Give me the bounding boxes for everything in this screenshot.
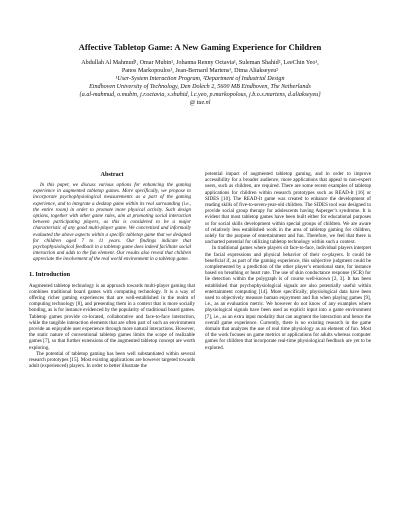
author-block <box>29 59 371 108</box>
abstract-text: In this paper, we discuss various options for enhancing the gaming experience in augmented tabletop games. More specifically, we propose to incorporate psychophysiological measurements as a part of the gaming experience, and to integrate a desktop game within its real surrounding (i.e., the entire room) in order to promote more physical activity. Such design options, together with other game rules, aim at promoting social interaction between participating players, as this is considered to be a major characteristic of any good multi-player game. We concretized and informally evaluated the above aspects within a specific tabletop game that we designed for children aged 7 to 11 years. Our findings indicate that psychophysiological feedback in a tabletop game does indeed facilitate social interaction and adds to the fun element. Our results also reveal that children appreciate the involvement of the real world environment in a tabletop game. <box>33 182 191 263</box>
intro-paragraph: Augmented tabletop technology is an approach towards multi-player gaming that combines traditional board games with computing technology. It is a way of offering richer gaming experiences that are well-established in the realm of computing technology [8], and presenting them in a context that is more socially bonding, as is for instance evidenced by the popularity of traditional board games. Tabletop games provide co-located, collaborative and face-to-face interaction, while the tangible interaction elements that are often part of such an environment provide an enjoyable user experience through more natural interactions. However, the static nature of conventional tabletop games limits the scope of realizable games [7], so that further extensions of the augmented tabletop concept are worth exploring. <box>29 282 195 351</box>
affiliation-line-1: ¹User-System Interaction Program, ²Department of Industrial Design <box>115 76 285 83</box>
section-heading-introduction: 1. Introduction <box>29 270 71 278</box>
two-column-body <box>29 171 371 369</box>
affiliation-line-2: Eindhoven University of Technology, Den Dolech 2, 5600 MB Eindhoven, The Netherlands <box>89 84 311 91</box>
abstract-section <box>29 171 195 263</box>
abstract-heading: Abstract <box>100 171 124 178</box>
left-column <box>29 171 195 369</box>
email-line-2: @ tue.nl <box>189 100 211 107</box>
intro-paragraph: The potential of tabletop gaming has been well substantiated within several research prototypes [15]. Most existing applications are however targeted towards adult (experienced) players. In order to better illustrate the <box>29 350 195 370</box>
author-line-2: Panos Markopoulos¹, Jean-Bernard Martens¹, Dima Aliakseyeu² <box>121 68 279 75</box>
right-column <box>205 171 371 369</box>
author-line-1: Abdullah Al Mahmud¹, Omar Mubin¹, Johanna Renny Octavia¹, Suleman Shahid², LeeChin Yeo¹, <box>81 60 319 66</box>
body-paragraph: potential impact of augmented tabletop gaming, and in order to improve accessibility for a broader audience, more applications that appeal to non-expert users, such as children, are required. There are some recent examples of tabletop applications for children within research prototypes such as READ-It [16] or SIDES [10]. The READ-It game was created to enhance the development of reading skills of five-to-seven-year-old children. The SIDES tool was designed to provide social group therapy for adolescents having Asperger’s syndrome. It is evident that most tabletop games have been built either for educational purposes or for social skills development within special groups of children. We are aware of relatively less established work in the area of tabletop gaming for children, solely for the purpose of entertainment and fun. Therefore, we feel that there is uncharted potential for utilizing tabletop technology within such a context. <box>205 171 371 246</box>
email-line-1: {a.al-mahmud, o.mubin, j.r.octavia, s.shahid, l.c.yeo, p.markopolous, j.b.o.s.martens, d.aliakseyeu} <box>79 92 321 99</box>
paper-title: Affective Tabletop Game: A New Gaming Experience for Children <box>78 42 322 52</box>
body-paragraph: In traditional games where players sit face-to-face, individual players interpret the facial expressions and physical behavior of their co-players. It could be beneficial if, as part of the gaming experience, this subjective judgment could be complemented by a prediction of the other player’s emotional state, for instance based on breathing or heart rate. The use of skin conductance response (SCR) for lie detection within the polygraph is of course well-known [2, 3]. It has been established that psychophysiological signals are also potentially useful within entertainment computing [14]. More specifically, physiological data have been used to objectively measure human enjoyment and fun when playing games [9], i.e., as an evaluation metric. We however do not know of any examples where physiological signals have been used as explicit input into a game environment [7], i.e., as an extra input modality that can augment the interaction and hence the overall game experience. Currently, there is no existing research in the game domain that analyzes the use of real time physiology as an element of fun. Most of the work focuses on game metrics or applications for adults whereas computer games for children that incorporate real-time physiological feedback are yet to be explored. <box>205 245 371 351</box>
